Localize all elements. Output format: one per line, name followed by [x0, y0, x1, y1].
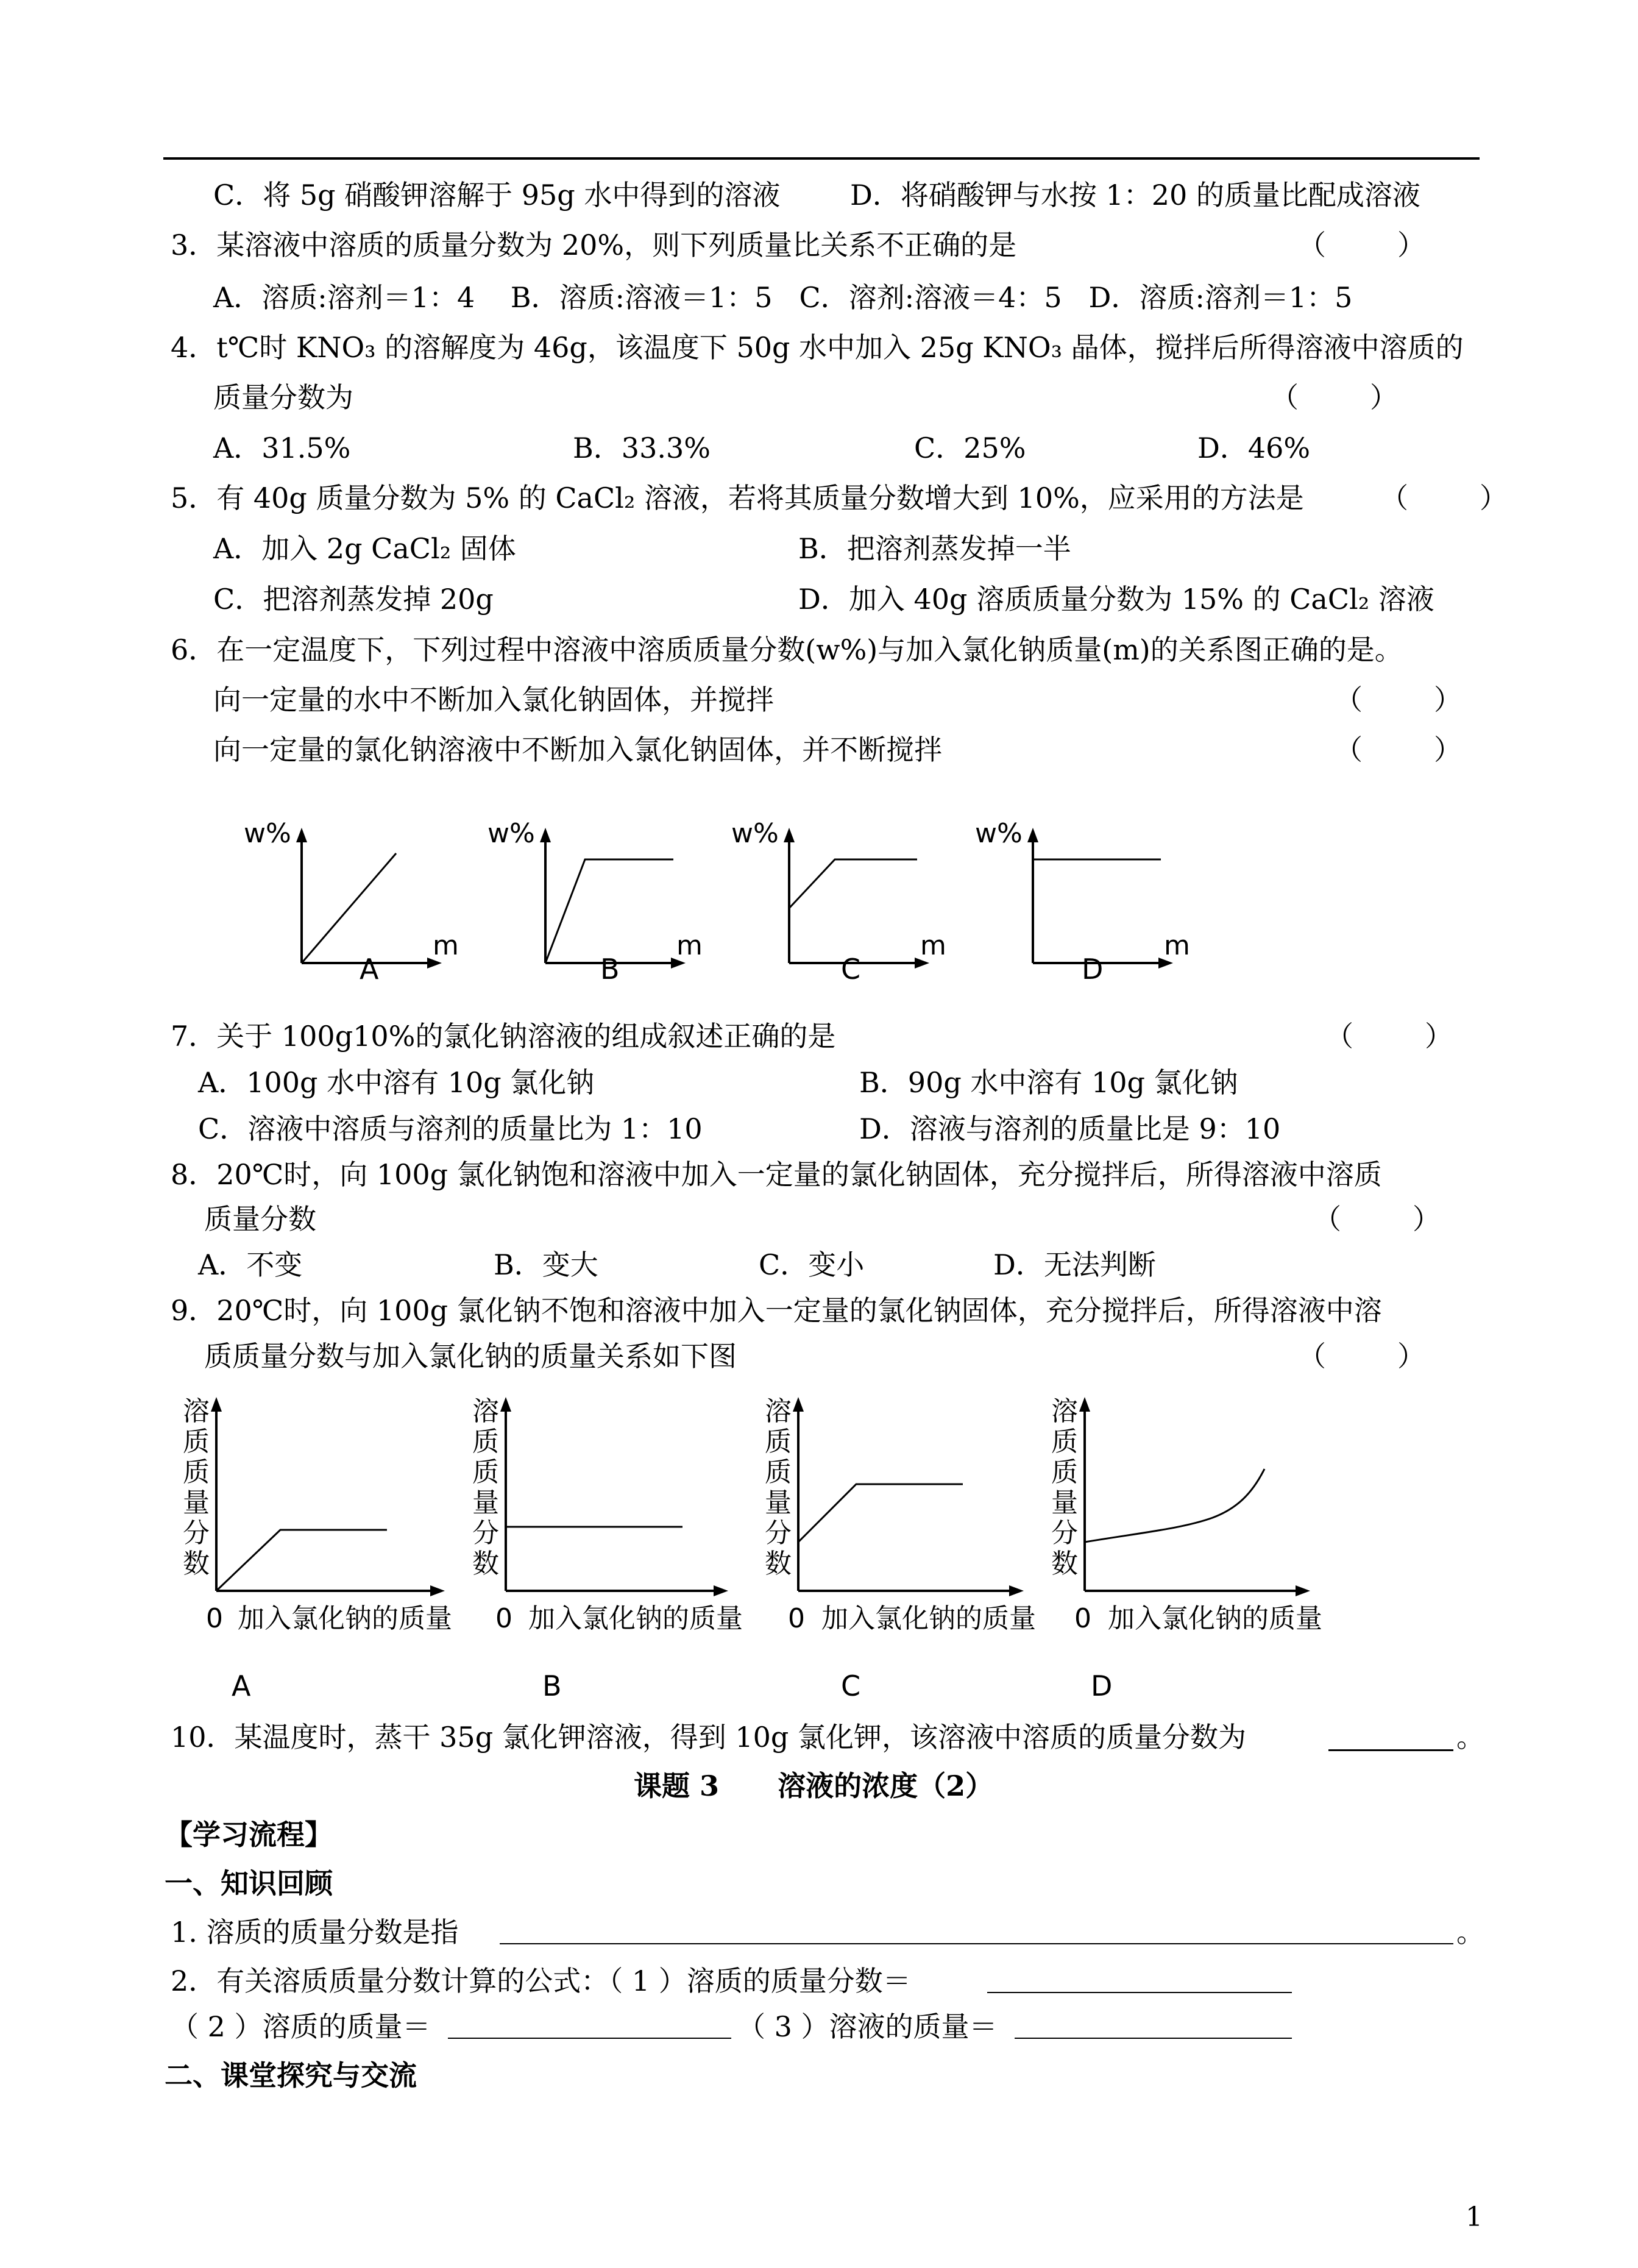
knowledge-1-answer-blank[interactable] — [500, 1914, 1453, 1944]
q6-chart-a-curve — [302, 853, 396, 963]
question-10-answer-blank[interactable] — [1328, 1719, 1453, 1751]
knowledge-2-answer-blank[interactable] — [987, 1963, 1292, 1993]
question-4-option-b: B．33.3% — [573, 432, 711, 464]
question-10-end: 。 — [1456, 1721, 1484, 1754]
q9-chart-b — [460, 1390, 753, 1633]
question-8-options — [0, 1246, 1156, 1283]
q6-chart-a-xlabel: m — [433, 930, 459, 961]
question-7-answer-paren: （ ） — [1325, 1020, 1453, 1053]
q9-chart-b-origin: 0 — [495, 1603, 512, 1634]
y-axis-arrow-icon — [1027, 828, 1038, 842]
question-9-text-cont: 质质量分数与加入氯化钠的质量关系如下图 — [204, 1340, 737, 1373]
question-7-text: 7．关于 100g10%的氯化钠溶液的组成叙述正确的是 — [171, 1020, 836, 1053]
q6-chart-d-ylabel: w% — [975, 818, 1023, 849]
q9-chart-a-curve — [216, 1530, 387, 1591]
y-axis-arrow-icon — [784, 828, 795, 842]
q9-chart-d-ylabel-5: 分 — [1051, 1518, 1078, 1549]
section-2-line — [0, 2057, 417, 2094]
x-axis-arrow-icon — [714, 1585, 728, 1596]
q9-chart-a-xlabel: 加入氯化钠的质量 — [238, 1603, 452, 1634]
question-7-options-ab — [0, 1064, 1238, 1101]
q2-options-cd — [0, 177, 1420, 213]
question-8-option-b: B．变大 — [494, 1248, 598, 1281]
question-6-part-a — [0, 681, 1462, 718]
question-6-part-b-text: 向一定量的氯化钠溶液中不断加入氯化钠固体，并不断搅拌 — [213, 733, 942, 766]
question-4-text-cont: 质量分数为 — [213, 381, 353, 414]
x-axis-arrow-icon — [1296, 1585, 1310, 1596]
knowledge-1 — [0, 1914, 1484, 1950]
q9-chart-c-ylabel-2: 质 — [765, 1426, 792, 1457]
question-6-part-a-paren: （ ） — [1335, 683, 1462, 716]
section-1-line — [0, 1865, 333, 1902]
q9-chart-a-origin: 0 — [206, 1603, 223, 1634]
y-axis-arrow-icon — [1079, 1397, 1090, 1412]
q9-chart-c-ylabel-6: 数 — [765, 1548, 792, 1579]
q9-chart-b-xlabel: 加入氯化钠的质量 — [528, 1603, 743, 1634]
q6-chart-c-curve — [789, 859, 917, 908]
q9-chart-d-curve — [1085, 1469, 1264, 1542]
x-axis-arrow-icon — [430, 1585, 445, 1596]
question-9-cont — [0, 1338, 1425, 1374]
question-5-option-d: D．加入 40g 溶质质量分数为 15% 的 CaCl₂ 溶液 — [798, 583, 1434, 616]
q9-chart-d — [1042, 1390, 1335, 1633]
question-7-option-a: A．100g 水中溶有 10g 氯化钠 — [198, 1066, 595, 1099]
learning-flow-heading: 【学习流程】 — [165, 1818, 333, 1851]
y-axis-arrow-icon — [211, 1397, 222, 1412]
learning-flow-line — [0, 1816, 333, 1853]
q6-chart-b-xlabel: m — [676, 930, 703, 961]
q9-chart-b-ylabel-2: 质 — [472, 1426, 499, 1457]
question-6-part-a-text: 向一定量的水中不断加入氯化钠固体，并搅拌 — [213, 683, 774, 716]
q9-chart-c-ylabel-5: 分 — [765, 1518, 792, 1549]
question-8 — [0, 1156, 1382, 1193]
question-9 — [0, 1292, 1382, 1329]
question-4-option-d: D．46% — [1197, 432, 1311, 464]
question-4-option-a: A．31.5% — [213, 432, 351, 464]
q9-caption-b: B — [542, 1669, 562, 1702]
y-axis-arrow-icon — [500, 1397, 511, 1412]
question-8-text-cont: 质量分数 — [204, 1203, 316, 1235]
q6-chart-c — [725, 811, 946, 987]
question-6-text: 6．在一定温度下，下列过程中溶液中溶质质量分数(w%)与加入氯化钠质量(m)的关系图正确的是。 — [171, 633, 1403, 666]
x-axis-arrow-icon — [1009, 1585, 1024, 1596]
knowledge-2 — [0, 1963, 911, 1999]
q9-chart-d-ylabel-4: 量 — [1051, 1487, 1078, 1518]
q6-chart-a — [238, 811, 459, 987]
q9-chart-a-ylabel-4: 量 — [183, 1487, 210, 1518]
question-4 — [0, 329, 1464, 366]
question-4-text: 4．t℃时 KNO₃ 的溶解度为 46g，该温度下 50g 水中加入 25g KNO₃ 晶体，搅拌后所得溶液中溶质的 — [171, 331, 1464, 364]
question-8-option-a: A．不变 — [198, 1248, 303, 1281]
q9-caption-a: A — [232, 1669, 251, 1702]
q6-chart-a-ylabel: w% — [244, 818, 291, 849]
q9-chart-c — [756, 1390, 1048, 1633]
question-9-answer-paren: （ ） — [1298, 1340, 1425, 1373]
question-10-text: 10．某温度时，蒸干 35g 氯化钾溶液，得到 10g 氯化钾，该溶液中溶质的质量分数为 — [171, 1721, 1246, 1754]
question-7-option-c: C．溶液中溶质与溶剂的质量比为 1：10 — [198, 1112, 703, 1145]
q9-chart-c-ylabel-4: 量 — [765, 1487, 792, 1518]
y-axis-arrow-icon — [540, 828, 551, 842]
q6-caption-a: A — [360, 953, 379, 986]
q9-chart-d-ylabel-1: 溶 — [1051, 1396, 1078, 1427]
q6-chart-b-ylabel: w% — [488, 818, 535, 849]
q9-chart-b-ylabel-4: 量 — [472, 1487, 499, 1518]
question-9-text: 9．20℃时，向 100g 氯化钠不饱和溶液中加入一定量的氯化钠固体，充分搅拌后，所得溶液中溶 — [171, 1294, 1382, 1327]
question-5-option-b: B．把溶剂蒸发掉一半 — [798, 532, 1071, 565]
question-5-option-a: A．加入 2g CaCl₂ 固体 — [213, 532, 516, 565]
knowledge-3-answer-blank-b[interactable] — [1015, 2008, 1292, 2039]
q9-chart-c-origin: 0 — [788, 1603, 805, 1634]
question-7-options-cd — [0, 1111, 1281, 1147]
question-6 — [0, 631, 1403, 668]
question-8-answer-paren: （ ） — [1313, 1203, 1441, 1235]
question-6-part-b-paren: （ ） — [1335, 733, 1462, 766]
q9-caption-d: D — [1091, 1669, 1113, 1702]
knowledge-3-text-a: （ 2 ）溶质的质量＝ — [171, 2010, 431, 2043]
q9-chart-b-ylabel-6: 数 — [472, 1548, 499, 1579]
q6-chart-c-ylabel: w% — [731, 818, 779, 849]
y-axis-arrow-icon — [793, 1397, 804, 1412]
knowledge-1-end: 。 — [1456, 1916, 1484, 1949]
q6-chart-b — [481, 811, 703, 987]
q6-caption-b: B — [600, 953, 620, 986]
q6-caption-c: C — [841, 953, 861, 986]
q9-caption-c: C — [841, 1669, 861, 1702]
question-5-text: 5．有 40g 质量分数为 5% 的 CaCl₂ 溶液，若将其质量分数增大到 10%，应采用的方法是 — [171, 482, 1304, 514]
q9-chart-a — [177, 1390, 469, 1633]
knowledge-3 — [0, 2008, 998, 2045]
q9-chart-c-ylabel-3: 质 — [765, 1457, 792, 1488]
q9-chart-d-ylabel-3: 质 — [1051, 1457, 1078, 1488]
q9-chart-a-ylabel-2: 质 — [183, 1426, 210, 1457]
knowledge-3-text-b: （ 3 ）溶液的质量＝ — [737, 2010, 998, 2043]
question-5-options-ab — [0, 530, 1071, 567]
knowledge-3-answer-blank-a[interactable] — [448, 2008, 731, 2039]
question-7-option-d: D．溶液与溶剂的质量比是 9：10 — [859, 1112, 1281, 1145]
question-5 — [0, 480, 1508, 516]
knowledge-2-text: 2．有关溶质质量分数计算的公式：（ 1 ）溶质的质量分数＝ — [171, 1964, 911, 1997]
q9-chart-b-ylabel-1: 溶 — [472, 1396, 499, 1427]
question-7 — [0, 1018, 1453, 1054]
question-5-option-c: C．把溶剂蒸发掉 20g — [213, 583, 494, 616]
question-3-text: 3．某溶液中溶质的质量分数为 20%，则下列质量比关系不正确的是 — [171, 229, 1017, 261]
q9-chart-d-ylabel-2: 质 — [1051, 1426, 1078, 1457]
question-8-option-c: C．变小 — [759, 1248, 865, 1281]
header-rule — [163, 157, 1480, 160]
section-2-heading: 二、课堂探究与交流 — [165, 2059, 417, 2092]
q2-option-c: C．将 5g 硝酸钾溶解于 95g 水中得到的溶液 — [213, 179, 781, 212]
lesson-title-line — [0, 1768, 994, 1804]
q9-chart-a-ylabel-6: 数 — [183, 1548, 210, 1579]
q6-chart-d-xlabel: m — [1164, 930, 1190, 961]
question-3-options-text: A．溶质:溶剂＝1：4 B．溶质:溶液＝1：5 C．溶剂:溶液＝4：5 D．溶质:溶剂＝1：5 — [213, 281, 1353, 314]
question-4-options — [0, 430, 1311, 466]
q9-chart-d-xlabel: 加入氯化钠的质量 — [1108, 1603, 1322, 1634]
q9-chart-c-curve — [798, 1484, 963, 1542]
question-4-option-c: C．25% — [914, 432, 1026, 464]
page-number: 1 — [1466, 2202, 1483, 2233]
y-axis-arrow-icon — [296, 828, 307, 842]
q6-caption-d: D — [1082, 953, 1104, 986]
q9-chart-a-ylabel-1: 溶 — [183, 1396, 210, 1427]
q9-chart-a-ylabel-3: 质 — [183, 1457, 210, 1488]
q9-chart-d-ylabel-6: 数 — [1051, 1548, 1078, 1579]
question-5-options-cd — [0, 581, 1434, 617]
question-7-option-b: B．90g 水中溶有 10g 氯化钠 — [859, 1066, 1238, 1099]
section-1-heading: 一、知识回顾 — [165, 1867, 333, 1900]
question-3 — [0, 227, 1425, 263]
q9-chart-b-ylabel-3: 质 — [472, 1457, 499, 1488]
q9-chart-d-origin: 0 — [1074, 1603, 1091, 1634]
q9-chart-c-ylabel-1: 溶 — [765, 1396, 792, 1427]
question-6-part-b — [0, 731, 1462, 768]
q9-chart-b-ylabel-5: 分 — [472, 1518, 499, 1549]
knowledge-1-text: 1. 溶质的质量分数是指 — [171, 1916, 459, 1949]
question-4-cont — [0, 379, 1398, 416]
question-5-answer-paren: （ ） — [1380, 482, 1508, 514]
lesson-title: 课题 3 溶液的浓度（2） — [634, 1769, 994, 1802]
question-10 — [0, 1719, 1484, 1755]
q9-chart-a-ylabel-5: 分 — [183, 1518, 210, 1549]
question-4-answer-paren: （ ） — [1271, 381, 1398, 414]
question-3-options — [0, 279, 1353, 316]
question-3-answer-paren: （ ） — [1298, 229, 1425, 261]
q6-chart-c-xlabel: m — [920, 930, 946, 961]
q6-chart-d — [969, 811, 1190, 987]
q2-option-d: D．将硝酸钾与水按 1：20 的质量比配成溶液 — [850, 179, 1420, 212]
question-8-text: 8．20℃时，向 100g 氯化钠饱和溶液中加入一定量的氯化钠固体，充分搅拌后，所得溶液中溶质 — [171, 1158, 1382, 1191]
question-8-option-d: D．无法判断 — [993, 1248, 1156, 1281]
question-8-cont — [0, 1201, 1441, 1237]
q6-chart-b-curve — [545, 859, 673, 963]
q9-chart-c-xlabel: 加入氯化钠的质量 — [821, 1603, 1036, 1634]
